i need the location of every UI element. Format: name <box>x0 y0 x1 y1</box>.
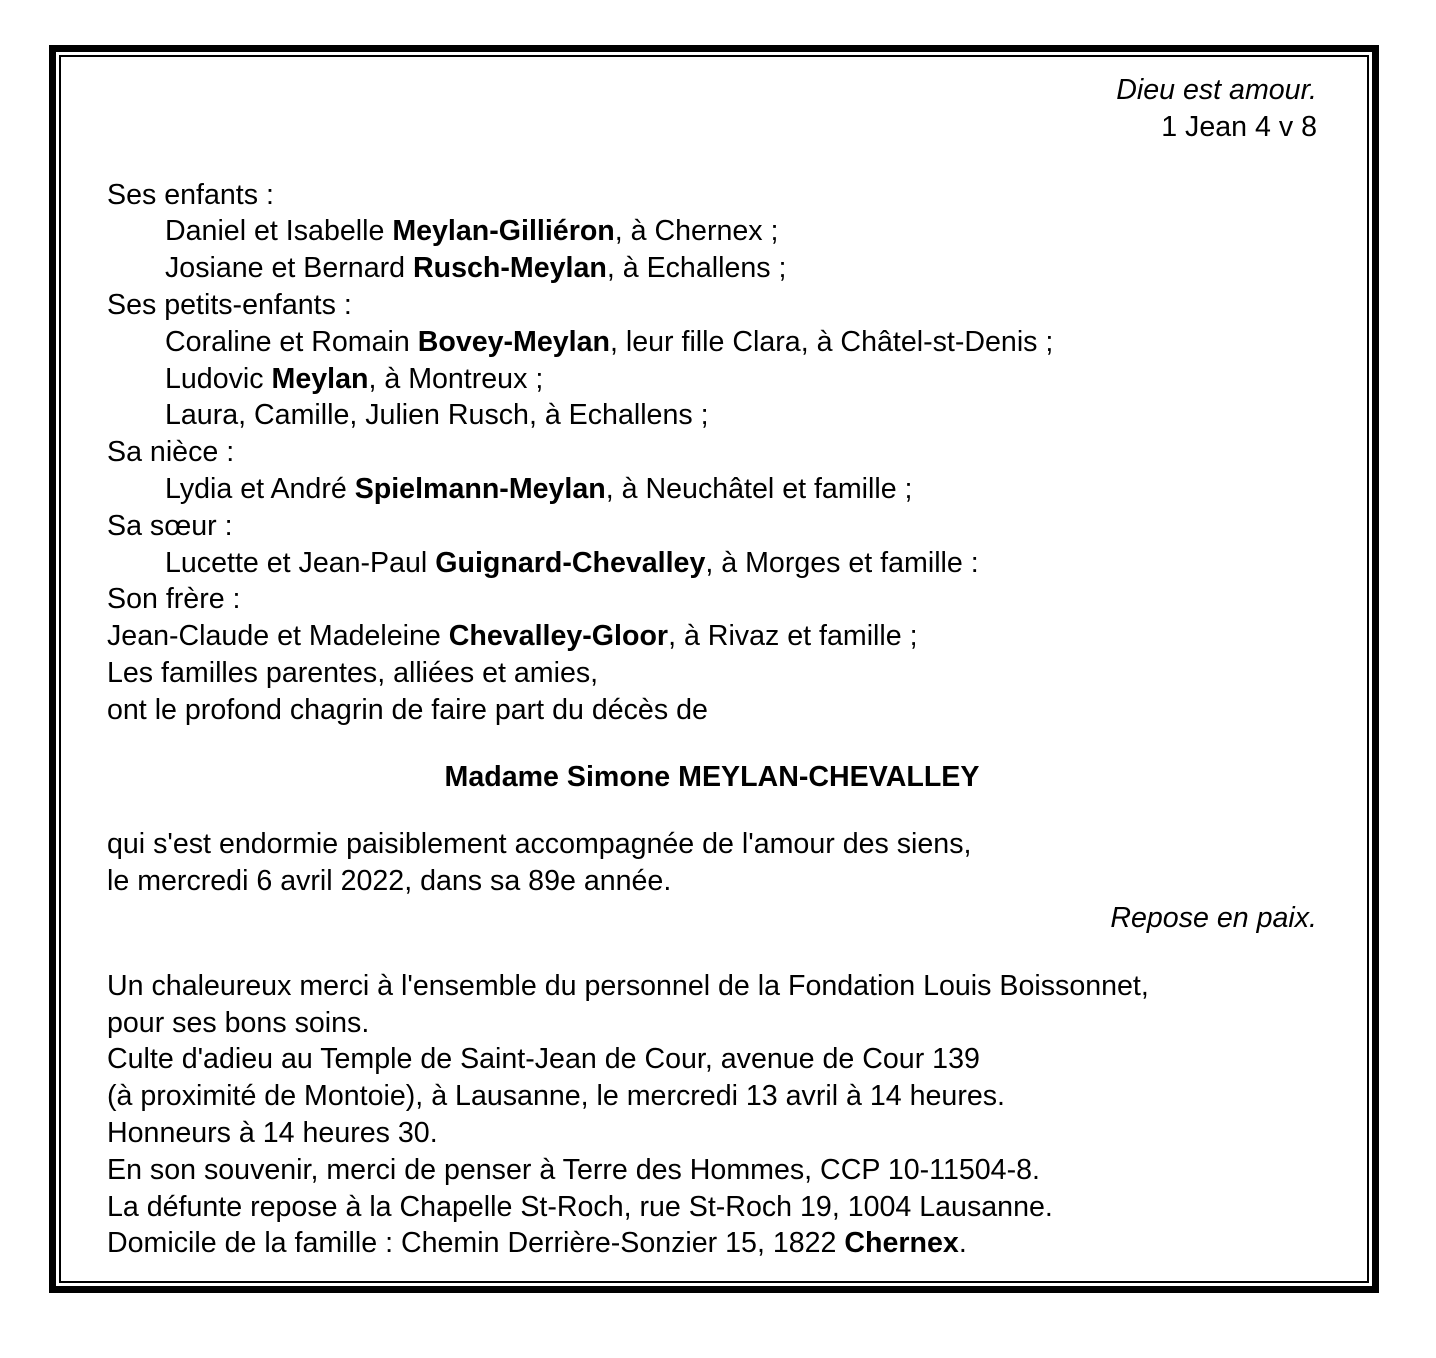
closing-line: Un chaleureux merci à l'ensemble du personnel de la Fondation Louis Boissonnet, <box>107 969 1149 1002</box>
brother-entry: Jean-Claude et Madeleine Chevalley-Gloor, à Rivaz et famille ; <box>107 620 918 653</box>
announce-line: ont le profond chagrin de faire part du décès de <box>107 693 708 726</box>
passing-line: le mercredi 6 avril 2022, dans sa 89e année. <box>107 865 672 898</box>
rest-in-peace: Repose en paix. <box>1110 901 1317 934</box>
closing-line: La défunte repose à la Chapelle St-Roch, rue St-Roch 19, 1004 Lausanne. <box>107 1190 1053 1223</box>
heading-niece: Sa nièce : <box>107 436 235 469</box>
niece-entry: Lydia et André Spielmann-Meylan, à Neuchâtel et famille ; <box>165 472 913 505</box>
closing-line: En son souvenir, merci de penser à Terre des Hommes, CCP 10-11504-8. <box>107 1153 1040 1186</box>
grandchild-entry: Ludovic Meylan, à Montreux ; <box>165 362 544 395</box>
heading-children: Ses enfants : <box>107 178 274 211</box>
closing-line: (à proximité de Montoie), à Lausanne, le mercredi 13 avril à 14 heures. <box>107 1080 1005 1113</box>
families-line: Les familles parentes, alliées et amies, <box>107 656 599 689</box>
heading-grandchildren: Ses petits-enfants : <box>107 288 352 321</box>
child-entry: Daniel et Isabelle Meylan-Gilliéron, à Chernex ; <box>165 215 779 248</box>
obituary-notice <box>107 72 1317 1262</box>
bible-quote: Dieu est amour. <box>1116 74 1317 106</box>
closing-line: Honneurs à 14 heures 30. <box>107 1116 438 1149</box>
bible-reference: 1 Jean 4 v 8 <box>1161 110 1317 143</box>
sister-entry: Lucette et Jean-Paul Guignard-Chevalley, à Morges et famille : <box>165 546 979 579</box>
closing-line: Culte d'adieu au Temple de Saint-Jean de Cour, avenue de Cour 139 <box>107 1043 980 1076</box>
grandchild-entry: Coraline et Romain Bovey-Meylan, leur fille Clara, à Châtel-st-Denis ; <box>165 325 1054 358</box>
child-entry: Josiane et Bernard Rusch-Meylan, à Echallens ; <box>165 252 787 285</box>
domicile-line: Domicile de la famille : Chemin Derrière-Sonzier 15, 1822 Chernex. <box>107 1227 967 1260</box>
deceased-name: Madame Simone MEYLAN-CHEVALLEY <box>444 760 980 793</box>
grandchild-entry: Laura, Camille, Julien Rusch, à Echallens ; <box>165 399 709 432</box>
closing-line: pour ses bons soins. <box>107 1006 370 1039</box>
heading-sister: Sa sœur : <box>107 509 233 542</box>
passing-line: qui s'est endormie paisiblement accompagnée de l'amour des siens, <box>107 828 972 861</box>
heading-brother: Son frère : <box>107 583 241 616</box>
